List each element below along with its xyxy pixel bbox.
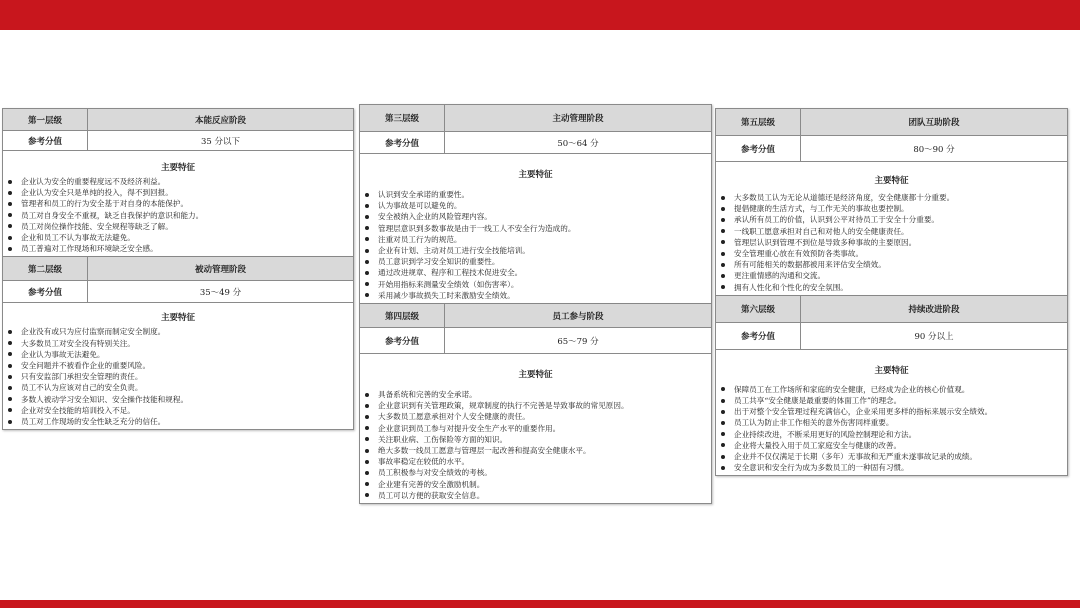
feature-item: 认为事故是可以避免的。	[364, 200, 707, 211]
feature-item: 企业认为安全的重要程度远不及经济利益。	[7, 176, 349, 187]
level-header-row	[716, 296, 1067, 323]
feature-item: 出于对整个安全管理过程充满信心，企业采用更多样的指标来展示安全绩效。	[720, 406, 1063, 417]
feature-item: 员工对岗位操作技能、安全规程等缺乏了解。	[7, 221, 349, 232]
stage-name: 被动管理阶段	[194, 264, 246, 275]
level-card-1	[2, 108, 354, 257]
feature-item: 采用减少事故损失工时来激励安全绩效。	[364, 290, 707, 301]
stage-name: 持续改进阶段	[908, 304, 960, 315]
stage-name: 本能反应阶段	[194, 115, 246, 126]
feature-item: 通过改进规章、程序和工程技术促进安全。	[364, 267, 707, 278]
level-card-6	[715, 296, 1068, 477]
feature-item: 员工积极参与对安全绩效的考核。	[364, 467, 707, 478]
feature-item: 企业对安全技能的培训投入不足。	[7, 405, 349, 416]
score-label: 参考分值	[360, 132, 445, 153]
feature-item: 大多数员工愿意承担对个人安全健康的责任。	[364, 411, 707, 422]
feature-item: 大多数员工认为无论从道德还是经济角度，安全健康都十分重要。	[720, 192, 1063, 203]
feature-item: 企业和员工不认为事故无法避免。	[7, 232, 349, 243]
feature-item: 员工可以方便的获取安全信息。	[364, 490, 707, 501]
level-name: 第三层级	[360, 105, 445, 131]
feature-item: 员工不认为应该对自己的安全负责。	[7, 382, 349, 393]
score-row	[716, 323, 1067, 350]
level-header-row	[3, 109, 353, 131]
score-label: 参考分值	[360, 328, 445, 353]
feature-item: 安全意识和安全行为成为多数员工的一种固有习惯。	[720, 462, 1063, 473]
feature-item: 企业认为事故无法避免。	[7, 349, 349, 360]
level-name: 第六层级	[716, 296, 801, 322]
stage-name: 主动管理阶段	[552, 114, 604, 124]
feature-item: 更注重情感的沟通和交流。	[720, 270, 1063, 281]
level-name: 第二层级	[3, 257, 88, 280]
features-heading: 主要特征	[160, 163, 195, 173]
score-label: 参考分值	[3, 131, 88, 150]
level-card-5	[715, 108, 1068, 296]
feature-item: 拥有人性化和个性化的安全氛围。	[720, 282, 1063, 293]
score-row	[3, 281, 353, 303]
feature-item: 只有安监部门承担安全管理的责任。	[7, 371, 349, 382]
features-heading: 主要特征	[874, 176, 909, 186]
feature-item: 管理者和员工的行为安全基于对自身的本能保护。	[7, 198, 349, 209]
feature-list	[3, 176, 353, 256]
column-left	[2, 108, 354, 430]
level-header-row	[360, 105, 711, 132]
feature-item: 具备系统和完善的安全承诺。	[364, 389, 707, 400]
feature-item: 一线职工愿意承担对自己和对他人的安全健康责任。	[720, 226, 1063, 237]
feature-item: 事故率稳定在较低的水平。	[364, 456, 707, 467]
bottom-accent-bar	[0, 600, 1080, 608]
feature-item: 企业意识到员工参与对提升安全生产水平的重要作用。	[364, 423, 707, 434]
feature-item: 认识到安全承诺的重要性。	[364, 189, 707, 200]
score-value: 90 分以上	[914, 331, 954, 342]
score-value: 50～64 分	[557, 138, 599, 149]
feature-item: 企业持续改进，不断采用更好的风险控制理论和方法。	[720, 429, 1063, 440]
score-value: 35～49 分	[199, 287, 242, 298]
feature-item: 安全问题并不被看作企业的重要风险。	[7, 360, 349, 371]
feature-item: 关注职业病、工伤保险等方面的知识。	[364, 434, 707, 445]
score-value: 35 分以下	[200, 136, 241, 147]
level-card-4	[359, 304, 712, 504]
feature-item: 员工意识到学习安全知识的重要性。	[364, 256, 707, 267]
feature-item: 提倡健康的生活方式，与工作无关的事故也要控制。	[720, 203, 1063, 214]
score-row	[360, 328, 711, 354]
score-row	[716, 136, 1067, 162]
feature-item: 所有可能相关的数据都被用来评估安全绩效。	[720, 259, 1063, 270]
stage-name: 员工参与阶段	[552, 311, 604, 322]
feature-item: 管理层意识到多数事故是由于一线工人不安全行为造成的。	[364, 223, 707, 234]
feature-list	[716, 192, 1067, 295]
score-label: 参考分值	[716, 136, 801, 161]
feature-item: 员工对工作现场的安全性缺乏充分的信任。	[7, 416, 349, 427]
column-right	[715, 108, 1068, 476]
score-label: 参考分值	[3, 281, 88, 302]
score-row	[3, 131, 353, 151]
features-heading: 主要特征	[874, 365, 909, 376]
feature-item: 安全被纳入企业的风险管理内容。	[364, 211, 707, 222]
level-header-row	[3, 257, 353, 281]
features-heading: 主要特征	[518, 170, 553, 180]
level-card-2	[2, 257, 354, 430]
level-name: 第四层级	[360, 304, 445, 327]
feature-list	[360, 189, 711, 303]
feature-item: 企业有计划、主动对员工进行安全技能培训。	[364, 245, 707, 256]
feature-item: 多数人被动学习安全知识、安全操作技能和规程。	[7, 394, 349, 405]
score-value: 80～90 分	[913, 144, 955, 155]
feature-item: 企业意识到有关管理政策，规章制度的执行不完善是导致事故的常见原因。	[364, 400, 707, 411]
feature-item: 保障员工在工作场所和家庭的安全健康，已经成为企业的核心价值观。	[720, 384, 1063, 395]
level-card-3	[359, 104, 712, 304]
feature-list	[716, 384, 1067, 476]
column-middle	[359, 104, 712, 504]
stage-name: 团队互助阶段	[908, 118, 960, 128]
feature-item: 开始用指标来测量安全绩效（如伤害率）。	[364, 279, 707, 290]
feature-item: 管理层认识到管理不到位是导致多种事故的主要原因。	[720, 237, 1063, 248]
feature-item: 注重对员工行为的规范。	[364, 234, 707, 245]
feature-item: 企业将大量投入用于员工家庭安全与健康的改善。	[720, 440, 1063, 451]
top-accent-bar	[0, 0, 1080, 30]
feature-item: 承认所有员工的价值，认识到公平对待员工于安全十分重要。	[720, 214, 1063, 225]
level-name: 第一层级	[3, 109, 88, 130]
feature-item: 企业并不仅仅满足于长期（多年）无事故和无严重未遂事故记录的成绩。	[720, 451, 1063, 462]
feature-list	[3, 326, 353, 429]
feature-item: 员工普遍对工作现场和环境缺乏安全感。	[7, 243, 349, 254]
score-row	[360, 132, 711, 154]
features-heading: 主要特征	[160, 313, 195, 324]
feature-item: 安全管理重心放在有效预防各类事故。	[720, 248, 1063, 259]
feature-item: 员工认为防止非工作相关的意外伤害同样重要。	[720, 417, 1063, 428]
feature-item: 企业建有完善的安全激励机制。	[364, 479, 707, 490]
level-name: 第五层级	[716, 109, 801, 135]
feature-list	[360, 389, 711, 503]
level-header-row	[360, 304, 711, 328]
feature-item: 大多数员工对安全没有特别关注。	[7, 338, 349, 349]
score-label: 参考分值	[716, 323, 801, 349]
level-header-row	[716, 109, 1067, 136]
feature-item: 绝大多数一线员工愿意与管理层一起改善和提高安全健康水平。	[364, 445, 707, 456]
feature-item: 员工共享“安全健康是最重要的体面工作”的理念。	[720, 395, 1063, 406]
score-value: 65～79 分	[557, 336, 599, 347]
feature-item: 企业没有或只为应付监察而制定安全制度。	[7, 326, 349, 337]
feature-item: 员工对自身安全不重视，缺乏自我保护的意识和能力。	[7, 210, 349, 221]
features-heading: 主要特征	[518, 370, 553, 381]
feature-item: 企业认为安全只是单纯的投入，得不到回报。	[7, 187, 349, 198]
